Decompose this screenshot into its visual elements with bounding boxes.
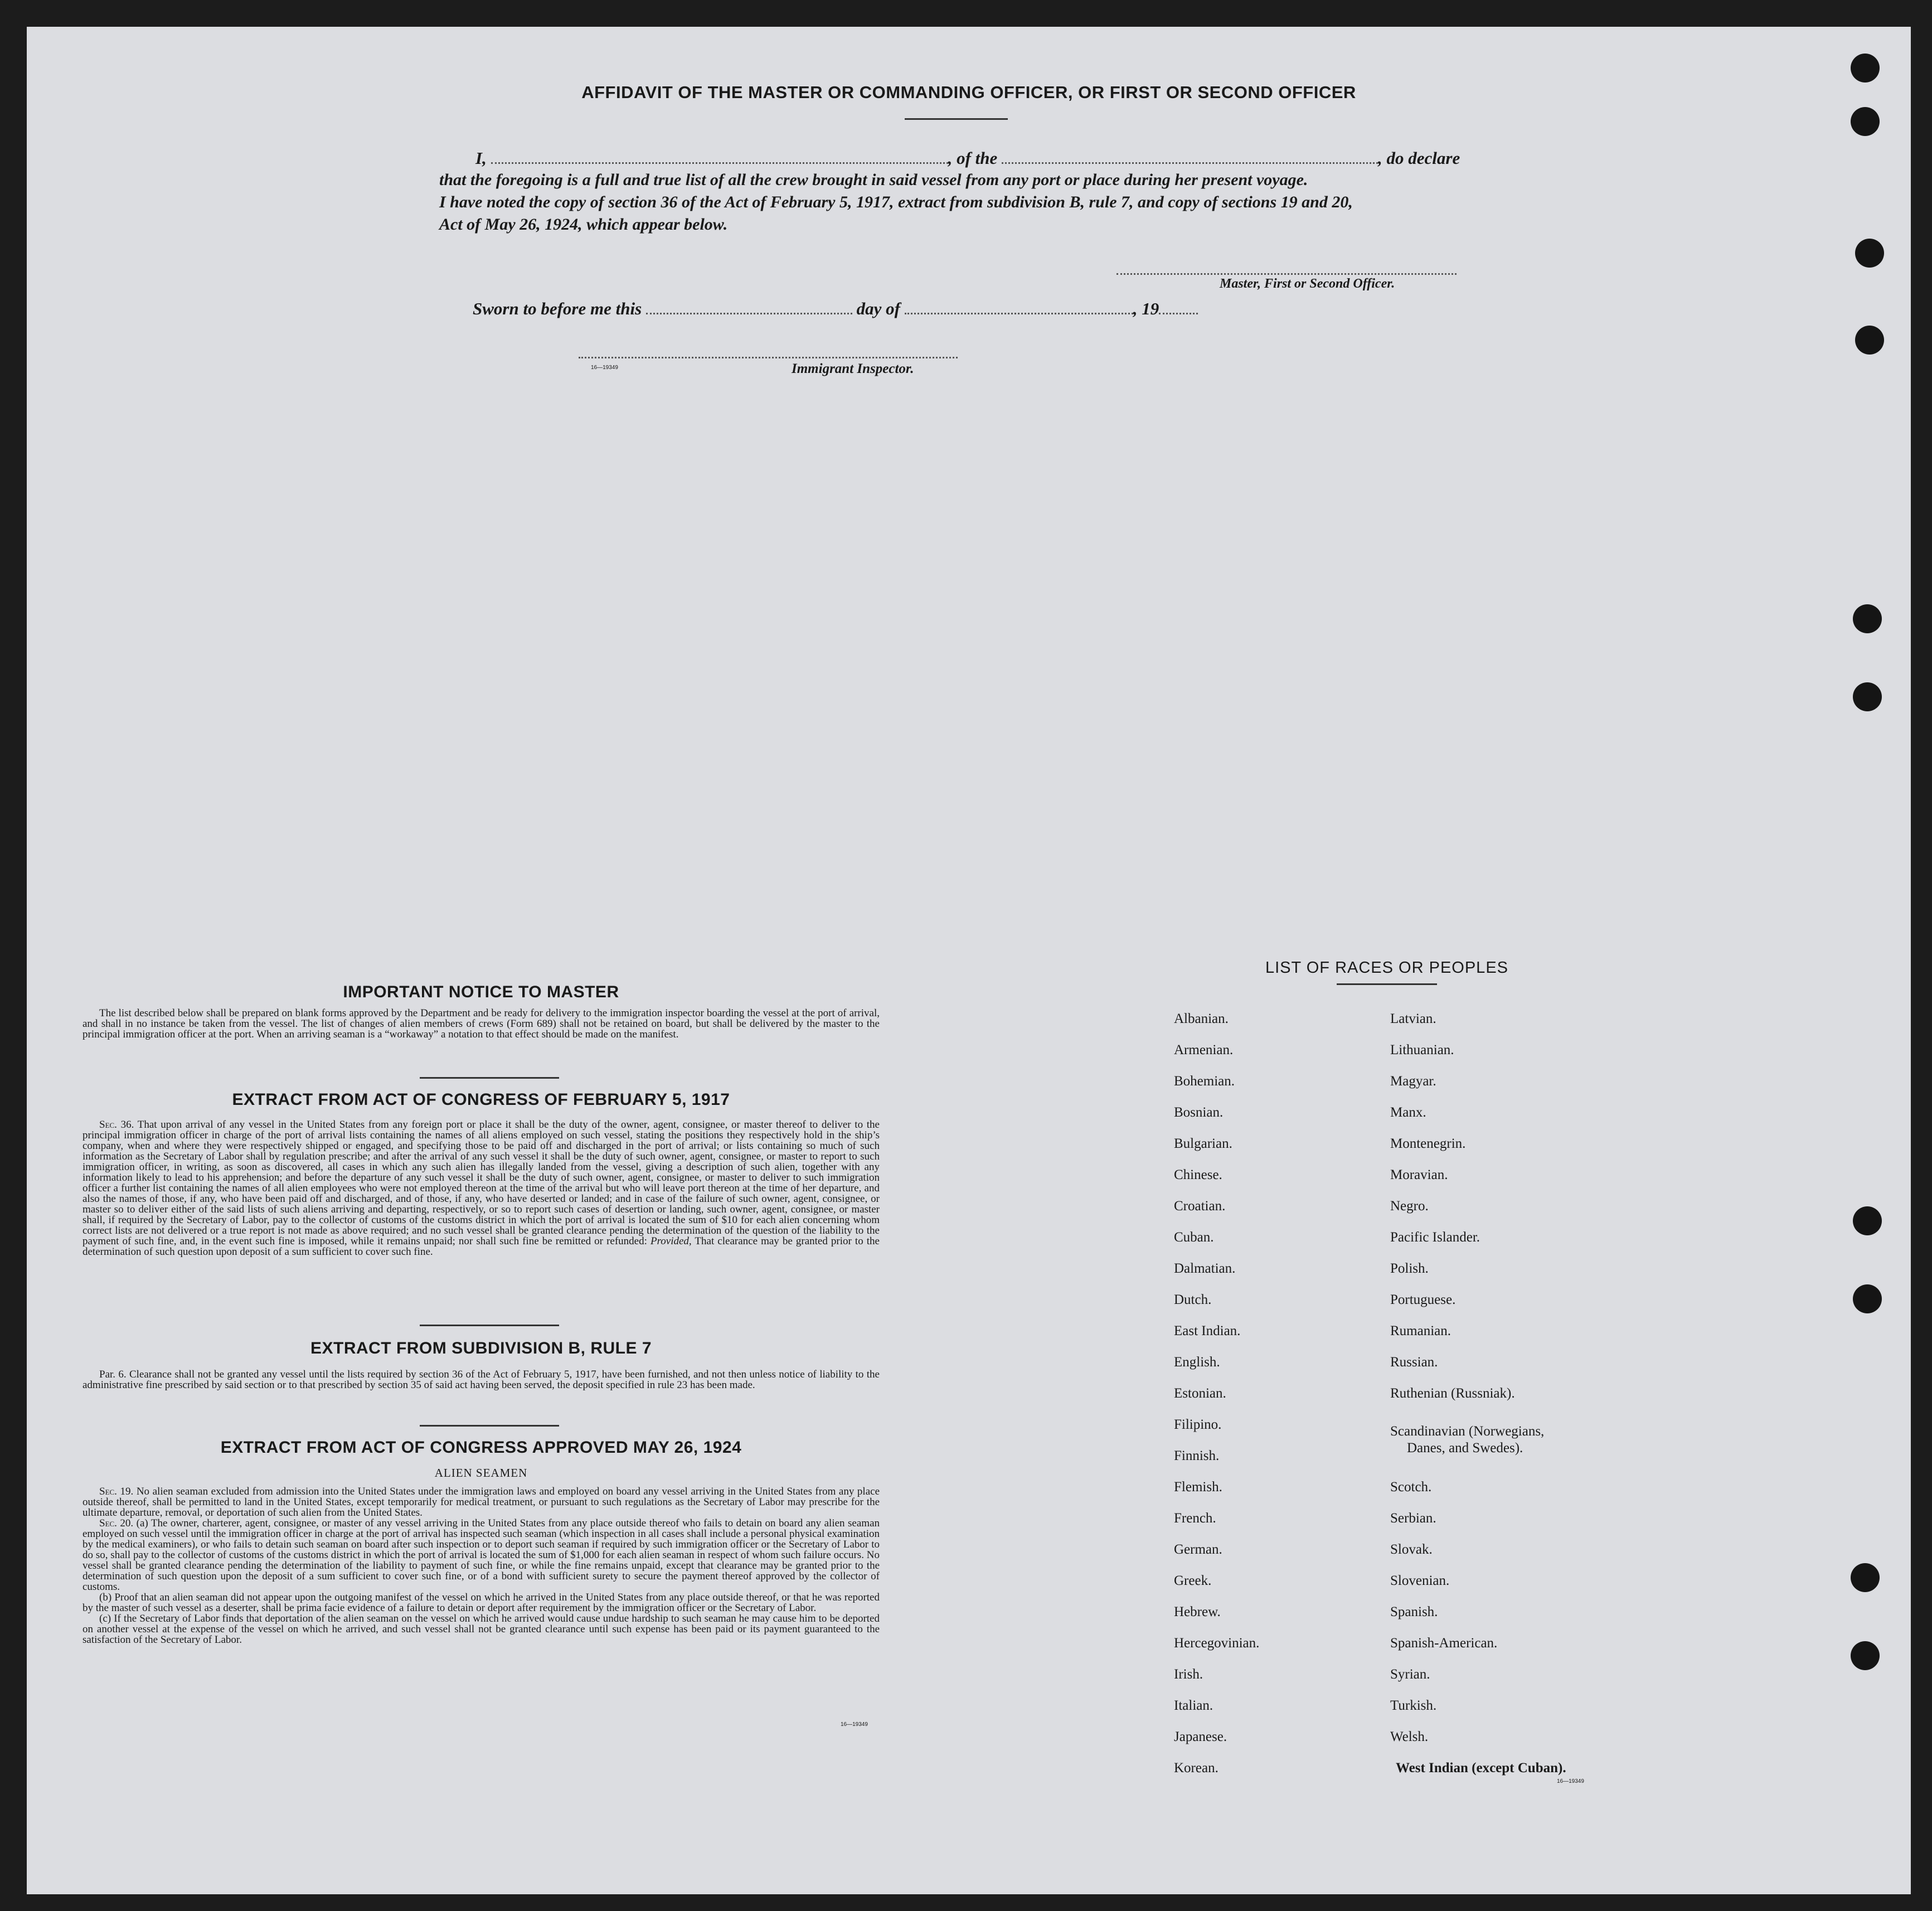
race-item: French. [1174, 1511, 1216, 1526]
sworn-label: Sworn to before me this [473, 299, 642, 318]
race-item: Filipino. [1174, 1417, 1222, 1432]
race-item: Russian. [1390, 1355, 1438, 1370]
extract-1924-text [82, 1486, 880, 1645]
race-item: Portuguese. [1390, 1292, 1456, 1307]
punch-hole-icon [1851, 54, 1880, 83]
race-item: Rumanian. [1390, 1323, 1452, 1338]
race-item: Chinese. [1174, 1167, 1222, 1182]
signature-line [1117, 273, 1457, 275]
races-divider [1337, 983, 1437, 985]
i-label: I, [475, 148, 487, 168]
punch-hole-icon [1855, 326, 1884, 355]
rule7-paragraph: Par. 6. Clearance shall not be granted any vessel until the lists required by section 36 of the Act of February 5, 1917, have been furnished, and not then unless notice of liability to the administrative fine prescribed by said section or to that prescribed by section 35 of said act having been served, the deposit specified in rule 23 has been made. [82, 1369, 880, 1391]
notice-title: IMPORTANT NOTICE TO MASTER [343, 983, 619, 1001]
sworn-line [473, 299, 1198, 319]
race-item: Finnish. [1174, 1448, 1220, 1463]
race-item: Slovak. [1390, 1542, 1433, 1557]
race-item: Welsh. [1390, 1729, 1429, 1744]
race-item: Bulgarian. [1174, 1136, 1232, 1151]
form-number: 16—19349 [841, 1721, 868, 1728]
section-divider [420, 1425, 559, 1427]
punch-hole-icon [1855, 239, 1884, 268]
race-item: Japanese. [1174, 1729, 1227, 1744]
punch-hole-icon [1853, 682, 1882, 711]
sec-19-text: No alien seaman excluded from admission into the United States under the immigration laws and employed on board any vessel arriving in the United States from any place outside thereof, shall be permitted to land in the United States, except temporarily for medical treatment, or pursuant to such regulations as the Secretary of Labor may prescribe for the ultimate departure, removal, or deportation of such alien from the United States. [82, 1486, 880, 1519]
race-item: East Indian. [1174, 1323, 1241, 1338]
inspector-signature-line [579, 357, 958, 358]
race-item: Hebrew. [1174, 1604, 1221, 1619]
affidavit-line-2: that the foregoing is a full and true list of all the crew brought in said vessel from any port or place during her present voyage. [439, 171, 1308, 189]
race-item: West Indian (except Cuban). [1396, 1760, 1566, 1776]
form-number: 16—19349 [1557, 1778, 1584, 1784]
affidavit-line-3: I have noted the copy of section 36 of the Act of February 5, 1917, extract from subdivision B, rule 7, and copy of sections 19 and 20, [439, 193, 1353, 211]
race-item: Latvian. [1390, 1011, 1436, 1026]
sec-36-text-end: That clearance may be granted prior to the determination of such question upon deposit of a sum sufficient to cover such fine. [82, 1235, 880, 1258]
form-number: 16—19349 [591, 365, 618, 371]
race-item: Serbian. [1390, 1511, 1436, 1526]
month-blank [905, 312, 1133, 314]
punch-hole-icon [1853, 1284, 1882, 1313]
race-item: Estonian. [1174, 1386, 1226, 1401]
punch-hole-icon [1851, 107, 1880, 136]
do-declare-label: , do declare [1378, 148, 1460, 168]
sec-20c-text: (c) If the Secretary of Labor finds that deportation of the alien seaman on the vessel on which he arrived would cause undue hardship to such seaman he may cause him to be deported on another vessel at the expense of the vessel on which he arrived, and such vessel shall not be granted clearance until such expense has been paid or its payment guaranteed to the satisfaction of the Secretary of Labor. [82, 1613, 880, 1646]
race-item: Slovenian. [1390, 1573, 1450, 1588]
affidavit-line-1 [475, 148, 1460, 168]
extract-1917-title: EXTRACT FROM ACT OF CONGRESS OF FEBRUARY 5, 1917 [232, 1090, 730, 1109]
inspector-label: Immigrant Inspector. [792, 361, 914, 376]
title-divider [905, 118, 1008, 120]
race-item: Bosnian. [1174, 1105, 1224, 1120]
of-the-label: , of the [948, 148, 998, 168]
year-blank [1159, 312, 1198, 314]
notice-paragraph: The list described below shall be prepared on blank forms approved by the Department and be ready for delivery to the immigration inspector boarding the vessel at the port of arrival, and shall in no instance be taken from the vessel. The list of changes of alien members of crews (Form 689) shall not be retained on board, but shall be delivered by the master to the principal immigration officer at the port. When an arriving seaman is a “workaway” a notation to that effect should be made on the manifest. [82, 1007, 880, 1040]
race-item: Flemish. [1174, 1480, 1222, 1495]
race-item: Scandinavian (Norwegians, [1390, 1424, 1545, 1439]
race-item: Pacific Islander. [1390, 1230, 1480, 1245]
race-item: Korean. [1174, 1760, 1219, 1776]
race-item: Italian. [1174, 1698, 1213, 1713]
race-item: Croatian. [1174, 1199, 1226, 1214]
race-item: Turkish. [1390, 1698, 1437, 1713]
notice-text [82, 1008, 880, 1040]
section-divider [420, 1077, 559, 1079]
race-item: Spanish. [1390, 1604, 1438, 1619]
race-item: Moravian. [1390, 1167, 1448, 1182]
race-item: Cuban. [1174, 1230, 1214, 1245]
alien-seamen-subtitle: ALIEN SEAMEN [434, 1466, 528, 1480]
race-item: Armenian. [1174, 1042, 1234, 1058]
race-item: English. [1174, 1355, 1220, 1370]
race-item: Manx. [1390, 1105, 1426, 1120]
sec-19-label: Sec. 19. [99, 1486, 134, 1497]
section-divider [420, 1325, 559, 1326]
sec-20a-text: (a) The owner, charterer, agent, consignee, or master of any vessel arriving in the United States from any place outside thereof who fails to detain on board any alien seaman employed on such vessel until the immigration officer in charge at the port of arrival has inspected such seaman (which inspection in all cases shall include a personal physical examination by the medical examiners), or who fails to detain such seaman on board after such inspection or to deport such seaman if required by such immigration officer or the Secretary of Labor to do so, shall pay to the collector of customs of the customs district in which the port of arrival is located the sum of $1,000 for each alien seaman in respect of whom such failure occurs. No vessel shall be granted clearance pending the determination of the liability to payment of such fine, or while the fine remains unpaid, except that clearance may be granted prior to the determination of such question upon the deposit of a sum sufficient to cover such fine, or of a bond with sufficient surety to secure the payment thereof approved by the collector of customs. [82, 1517, 880, 1593]
year-label: , 19 [1133, 299, 1159, 318]
affidavit-title: AFFIDAVIT OF THE MASTER OR COMMANDING OFFICER, OR FIRST OR SECOND OFFICER [581, 83, 1356, 102]
race-item: Montenegrin. [1390, 1136, 1466, 1151]
name-blank [491, 161, 948, 164]
race-item: Bohemian. [1174, 1074, 1235, 1089]
race-item: Lithuanian. [1390, 1042, 1454, 1058]
race-item: Irish. [1174, 1667, 1203, 1682]
extract-1924-title: EXTRACT FROM ACT OF CONGRESS APPROVED MAY 26, 1924 [220, 1438, 742, 1457]
punch-hole-icon [1853, 604, 1882, 633]
day-of-label: day of [856, 299, 900, 318]
race-item: Albanian. [1174, 1011, 1229, 1026]
extract-rule7-text [82, 1369, 880, 1390]
sec-20b-text: (b) Proof that an alien seaman did not appear upon the outgoing manifest of the vessel on which he arrived in the United States from any place outside thereof, or that he was reported by the master of such vessel as a deserter, shall be prima facie evidence of a failure to detain or deport after requirement by the immigration officer or the Secretary of Labor. [82, 1592, 880, 1614]
punch-hole-icon [1851, 1641, 1880, 1670]
races-title: LIST OF RACES OR PEOPLES [1265, 959, 1509, 977]
race-item: Greek. [1174, 1573, 1212, 1588]
signature-label: Master, First or Second Officer. [1220, 277, 1395, 291]
sec-20-label: Sec. 20. [99, 1517, 134, 1529]
race-item: Dutch. [1174, 1292, 1212, 1307]
sec-36-text: That upon arrival of any vessel in the United States from any foreign port or place it shall be the duty of the owner, agent, consignee, or master thereof to deliver to the principal immigration officer in charge of the port of arrival lists containing the names of all aliens employed on such vessel, stating the positions they respectively hold in the ship’s company, when and where they were respectively shipped or engaged, and specifying those to be paid off and discharged in the port of arrival; or lists containing so much of such information as the Secretary of Labor shall by regulation prescribe; and after the arrival of any such vessel it shall be the duty of such owner, agent, consignee, or master to report to such immigration officer, in writing, as soon as discovered, all cases in which any such alien has illegally landed from the vessel, giving a description of such alien, together with any information likely to lead to his apprehension; and before the departure of any such vessel it shall be the duty of such owner, agent, consignee, or master to deliver to such immigration officer a further list containing the names of all alien employees who were not employed thereon at the time of the arrival but who will leave port thereon at the time of her departure, and also the names of those, if any, who have been paid off and discharged, and of those, if any, who have deserted or landed; and in case of the failure of such owner, agent, consignee, or master so to deliver either of the said lists of such aliens arriving and departing, respectively, or so to report such cases of desertion or landing, such owner, agent, consignee, or master shall, if required by the Secretary of Labor, pay to the collector of customs of the customs district in which the port of arrival is located the sum of $10 for each alien concerning whom correct lists are not delivered or a true report is not made as above required; and no such vessel shall be granted clearance pending the determination of the question of the liability to the payment of such fine, and, in the event such fine is imposed, while it remains unpaid; nor shall such fine be remitted or refunded: [82, 1119, 880, 1247]
race-item: Ruthenian (Russniak). [1390, 1386, 1515, 1401]
race-item: Magyar. [1390, 1074, 1436, 1089]
sec-36-label: Sec. 36. [99, 1119, 134, 1131]
race-item: Polish. [1390, 1261, 1429, 1276]
race-item: Spanish-American. [1390, 1636, 1498, 1651]
race-item: Hercegovinian. [1174, 1636, 1260, 1651]
affidavit-line-4: Act of May 26, 1924, which appear below. [439, 215, 728, 234]
race-item: Dalmatian. [1174, 1261, 1236, 1276]
race-item: German. [1174, 1542, 1222, 1557]
race-item: Danes, and Swedes). [1407, 1440, 1523, 1456]
punch-hole-icon [1853, 1206, 1882, 1235]
document-page [27, 27, 1911, 1894]
race-item: Negro. [1390, 1199, 1429, 1214]
vessel-blank [1002, 161, 1378, 164]
extract-1917-text [82, 1119, 880, 1257]
punch-hole-icon [1851, 1563, 1880, 1592]
day-blank [646, 312, 852, 314]
race-item: Scotch. [1390, 1480, 1432, 1495]
provided-label: Provided, [650, 1235, 692, 1247]
race-item: Syrian. [1390, 1667, 1430, 1682]
extract-rule7-title: EXTRACT FROM SUBDIVISION B, RULE 7 [310, 1339, 652, 1357]
